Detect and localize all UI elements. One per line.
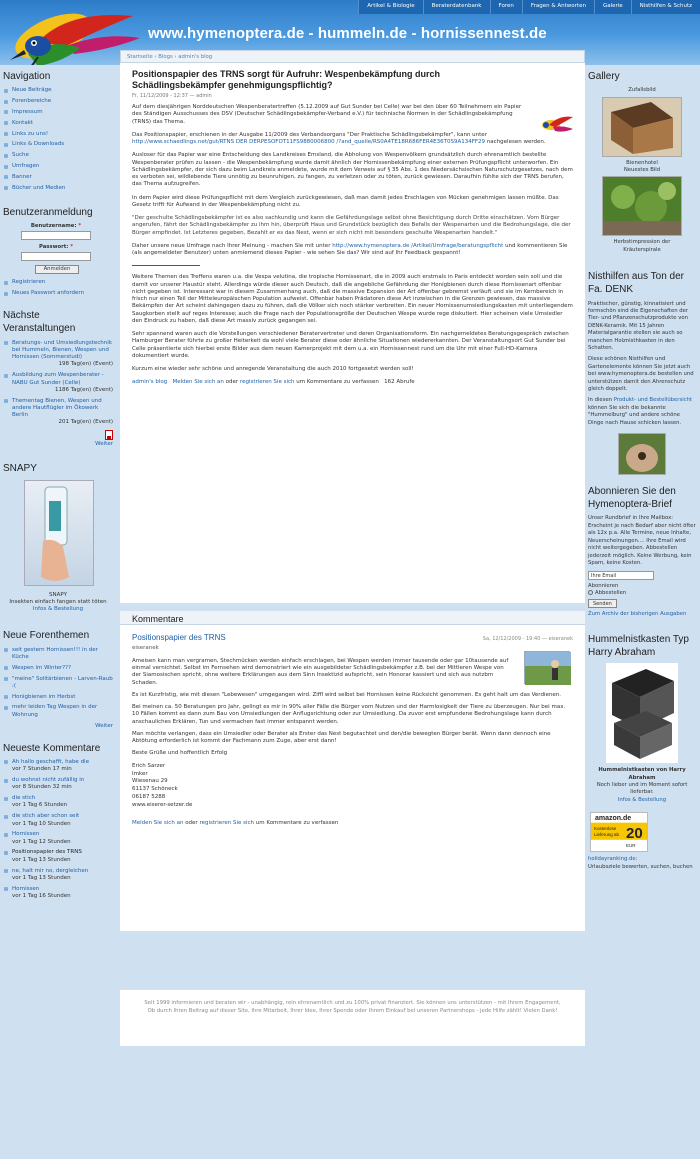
events-title: Nächste Veranstaltungen: [3, 310, 76, 335]
event-item[interactable]: Thementag Bienen, Wespen und andere Hautflügler im Ökowerk Berlin 201 Tag(en) (Event): [3, 398, 113, 427]
gallery-image-kraeuterspirale[interactable]: [602, 176, 682, 236]
snapy-desc: Insekten einfach fangen statt töten: [9, 598, 107, 605]
register-link[interactable]: Registrieren: [3, 279, 113, 286]
comment-item[interactable]: ne, halt mir no, dergleichen vor 1 Tag 13 Stunden: [3, 868, 113, 883]
post-quote: "Der geschulte Schädlingsbekämpfer ist es also sachkundig und kann die Gefährdungslage selbst ohne Besichtigung durch Dritte einschätzen. Vom Bürger angerufen, fährt der Schädlingsbekämpfer zu ihm hin, überprüft Haus und Grundstück bezüglich des Befalls der Wespenarten und die Bedrohungslage, die der Bürger empfindet. Ist Letzteres gegeben, Bezahlt er es das Nest, wenn er sich nicht mit besonders geschulte Wespenarten handelt.": [132, 215, 571, 236]
nisthilfen-title: Nisthilfen aus Ton der Fa. DENK: [588, 271, 684, 296]
snapy-order-link[interactable]: Infos & Bestellung: [32, 606, 84, 613]
comment-item[interactable]: die stich vor 1 Tag 6 Stunden: [3, 795, 113, 810]
topnav-nisthilfen[interactable]: Nisthilfen & Schutz: [631, 0, 700, 14]
post-body: [132, 104, 573, 373]
top-navigation: [358, 0, 700, 14]
unsubscribe-option[interactable]: Abbestellen: [588, 590, 696, 597]
amazon-badge[interactable]: amazon.de Kostenlose Lieferung ab 20 EUR: [590, 812, 648, 852]
main-content: [120, 50, 585, 1014]
newsletter-title: Abonnieren Sie den Hymenoptera-Brief: [588, 486, 676, 511]
snapy-title: SNAPY: [3, 463, 37, 475]
comment-author: eiseranek: [132, 644, 159, 651]
comment-login-link[interactable]: Melden Sie sich an: [132, 820, 184, 827]
gallery-caption[interactable]: Bienenhotel: [626, 159, 658, 166]
comment-date: Sa, 12/12/2009 - 19:40 — eiseranek: [482, 636, 573, 642]
bird-logo-icon: [539, 115, 573, 135]
holidayranking-text: Urlaubsziele bewerten, suchen, buchen: [588, 863, 693, 870]
nav-item[interactable]: Neue Beiträge: [3, 87, 113, 94]
comment-item[interactable]: Positionspapier des TRNS vor 1 Tag 13 Stunden: [3, 849, 113, 864]
post-footer: admin's blog Melden Sie sich an oder registrieren Sie sich um Kommentare zu verfassen 162 Abrufe: [132, 379, 415, 386]
post-paragraph: Auf dem diesjährigen Norddeutschen Wespenberatertreffen (5.12.2009 auf Gut Sunder bei Celle) war bei den über 60 Teilnehmern ein Papier des Ständigen Ausschusses des DSV (Deutscher Schädlingsbekämpfer-Verband e.V.) für technische Normen in der Schädlingsbekämpfung (TRNS) das Thema.: [132, 104, 522, 125]
password-input[interactable]: [21, 252, 91, 261]
topnav-foren[interactable]: Foren: [490, 0, 522, 14]
post-title[interactable]: Positionspapier des TRNS sorgt für Aufruhr: Wespenbekämpfung durch Schädlingsbekämpfer genehmigungspflichtig?: [132, 69, 441, 90]
forum-topic[interactable]: Wespen im Winter???: [3, 665, 113, 672]
gallery-title: Gallery: [588, 71, 620, 82]
comment: [120, 625, 585, 836]
hummelkasten-caption: Hummelnistkasten von Harry Abraham: [598, 767, 686, 781]
nav-item[interactable]: Kontakt: [3, 120, 113, 127]
forum-topic[interactable]: Honigbienen im Herbst: [3, 694, 113, 701]
latest-comments-list: [3, 759, 113, 900]
radio-icon[interactable]: [588, 590, 593, 595]
post-paragraph: Kurzum eine wieder sehr schöne und anregende Veranstaltung die auch 2010 fortgesetzt werden soll!: [132, 366, 414, 373]
hummelkasten-title: Hummelnistkasten Typ Harry Abraham: [588, 633, 689, 658]
nav-item[interactable]: Forenbereiche: [3, 98, 113, 105]
username-label: Benutzername: *: [30, 223, 82, 230]
blog-post: [120, 63, 585, 603]
nav-item[interactable]: Bücher und Medien: [3, 185, 113, 192]
topnav-galerie[interactable]: Galerie: [594, 0, 631, 14]
newsletter-submit-button[interactable]: Senden: [588, 599, 617, 608]
nisthilfen-image[interactable]: [618, 433, 666, 475]
holidayranking-link[interactable]: holidayranking.de:: [588, 856, 638, 863]
comment-item[interactable]: du wohnst nicht zufällig in vor 8 Stunden 32 min: [3, 777, 113, 792]
newsletter-text: Unser Rundbrief in Ihre Mailbox: Erscheint je nach Bedarf aber nicht öfter als 12x p.a. Alle Termine, neue Inhalte, Neuerscheinungen.... Ihre Email wird nicht weitergegeben. Abbestellen jederzeit möglich. Keine Werbung, kein Spam, keine Kosten.: [588, 515, 696, 566]
gallery-caption[interactable]: Herbstimpression der Kräuterspirale: [613, 239, 671, 253]
post-paragraph: Das Positionspapier, erschienen in der Ausgabe 11/2009 des Verbandsorgans "Der Praktische Schädlingsbekämpfer", kann unter http://www.schaedlings.net/gut/RTNS DER DERPESOFOT11FS9880006800 /?and_quelle/RS0A4TE18R686FER4E36T0S9A134FF29 nachgelesen werden.: [132, 131, 546, 146]
nav-item[interactable]: Suche: [3, 152, 113, 159]
username-input[interactable]: [21, 231, 91, 240]
comment-avatar: [524, 651, 570, 684]
comment-register-link[interactable]: registrieren Sie sich: [199, 820, 255, 827]
register-link[interactable]: registrieren Sie sich: [239, 379, 295, 386]
gallery-first-caption: Zufallsbild: [628, 87, 656, 94]
comments-section: [120, 611, 585, 931]
left-sidebar: [3, 70, 113, 904]
hummelkasten-order-link[interactable]: Infos & Bestellung: [617, 796, 667, 803]
comments-title: Kommentare: [120, 611, 585, 625]
post-paragraph: Sehr spannend waren auch die Vorstellungen verschiedener Beratervertreter und deren Organisationsform. Ein nachgemeldetes Beratungsgespräch zwischen Hamburger Berater führte zu großer Heiterkeit da wohl viele Berater diese oder ähnliche Situationen wiedererkannten. Der Veranstaltungsort Gut Sunder bei Celle präsentierte sich hierbei erste Bilder aus dem neuen Kamerprojekt mit dem u.a. ein Hornissennest rund um die Uhr mit einer Full-HD-Kamera dokumentiert wurde.: [132, 331, 569, 359]
newsletter-email-input[interactable]: Ihre Email: [588, 571, 654, 580]
right-sidebar: [588, 70, 700, 871]
latest-comments-title: Neueste Kommentare: [3, 742, 101, 754]
topnav-beraterdatenbank[interactable]: Beraterdatenbank: [423, 0, 490, 14]
comment-title[interactable]: Positionspapier des TRNS: [132, 633, 226, 642]
comment-signature: Erich Sarzer Imker Wiesenau 29 61137 Schöneck 06187 5288 www.eiserer-setzer.de: [132, 762, 193, 809]
events-list: [3, 340, 113, 427]
forum-title: Neue Forenthemen: [3, 630, 90, 642]
post-paragraph: Weitere Themen des Treffens waren u.a. die Vespa velutina, die tropische Hornissenart, die in 2009 auch erstmals in Paris entdeckt worden sein soll und die damit vor unserer Haustür steht. Allerdings würde dieser auch Deutsch, daß die angebliche Gefährdung der Honigbienen durch diese Hornissenart offenbar nicht gegeben ist. Interessant war in diesem Zusammenhang auch, daß die massive Expansion der Art offenbar gebremst verläuft und sie im Kernbereich in frisch nur einen Teil der Mitteleuropäischen Population aufweist. Offenbar haben Prädatoren diese Art inzwischen in die Grenzen gewiesen, das massive Bekämpfen der Art scheint dahingegen dazu zu führen, daß die Völker sich noch stärker verbreiten. Ein neuer Hornissenumsiedlungskasten mit unterliegendem Saugkorben stellt auf reges Interesse; auch die Frage nach der Populationsgröße der Deutschen Wespe wurde rege diskutiert. Hier scheinen viele Umsiedler den Eindruck zu haben, daß diese Art massiv zurück gegangen sei.: [132, 274, 573, 324]
navigation-title: Navigation: [3, 71, 51, 82]
comment-item[interactable]: Hornissen vor 1 Tag 12 Stunden: [3, 831, 113, 846]
login-link[interactable]: Melden Sie sich an: [172, 379, 224, 386]
nav-item[interactable]: Banner: [3, 174, 113, 181]
poll-link[interactable]: http://www.hymenoptera.de /Artikel/Umfrage/beratungspflicht: [332, 242, 504, 249]
post-paragraph: Ausloser für das Papier war eine Entscheidung des Landkreises Emsland, die Abholung von Wespenvölkern grundsätzlich durch ehrenamtlich bestellte Wespenberater prüfen zu lassen - die Wespenbekämpfung wurde damit ähnlich der Hornissenbekämpfung einer externen Prüfungspflicht unterworfen. Ein Schädlingsbekämpfer, der sich dazu beim Landkreis anmeldete, wurde mit dem Verweis auf § 35 Abs. 1 des Niedersächsischen Naturschutzgesetzes, nach dem es verboten sei, wildlebende Tiere unnötig zu beunruhigen, zu fangen, zu verletzen oder zu töten, zurück gewiesen. Daraufhin fühlte sich der TRNS berufen, das Thema aufzugreifen.: [132, 152, 573, 188]
new-password-link[interactable]: Neues Passwort anfordern: [3, 290, 113, 297]
forum-topic[interactable]: mehr leiden Tag Wespen in der Wohnung: [3, 704, 113, 719]
nav-item[interactable]: Umfragen: [3, 163, 113, 170]
forum-topic[interactable]: "meine" Solitärbienen - Larven-Raub :(: [3, 676, 113, 691]
topnav-artikel[interactable]: Artikel & Biologie: [358, 0, 422, 14]
login-button[interactable]: Anmelden: [35, 265, 79, 274]
divider: [132, 265, 200, 266]
blog-link[interactable]: admin's blog: [132, 379, 168, 386]
breadcrumb[interactable]: Startseite › Blogs › admin's blog: [120, 50, 585, 63]
nisthilfen-text: Praktischer, günstig, kinnatisiert und formschön sind die Eigenschaften der Tier- und Pflanzenschutzprodukte von DENK-Keramik. Mit 15 Jahren Materialgarantie stellen sie auch so manchen Holznisthkasten in den Schatten. Diese schönen Nisthilfen und Gartenelemente können Sie jetzt auch bei www.hymenoptera.de bestellen und unterstützen damit den Ahrenschutz gleich doppelt. In diesen Produkt- und Bestellübersicht können Sie sich die bekannte "Hummelburg" und andere schöne Dinge nach Hause schicken lassen.: [588, 300, 694, 426]
login-links: [3, 279, 113, 297]
navigation-menu: [3, 87, 113, 192]
post-meta: Fr, 11/12/2009 - 12:37 — admin: [132, 92, 212, 99]
read-count: 162 Abrufe: [384, 379, 415, 386]
hummelkasten-text: Noch lieber und im Moment sofort lieferbar.: [596, 781, 688, 796]
ical-icon[interactable]: [105, 430, 113, 440]
hummelkasten-image[interactable]: [606, 663, 678, 763]
event-item[interactable]: Beratungs- und Umsiedlungstechnik bei Hummeln, Bienen, Wespen und Hornissen (Sommerstudi) 198 Tag(en) (Event): [3, 340, 113, 369]
nav-item[interactable]: Links & Downloads: [3, 141, 113, 148]
comment-item[interactable]: Ah hallo geschafft, habe die vor 7 Stunden 17 min: [3, 759, 113, 774]
forum-topic[interactable]: seit gestern Hornissen!!! in der Küche: [3, 647, 113, 662]
events-more-link[interactable]: Weiter: [95, 441, 113, 448]
comment-body: Ameisen kann man vergramen, Stechmücken werden einfach erschlagen, bei Wespen werden immer tausende oder gar 10tausende auf einmal vernichtet. Selbst im Fernsehen wird demonstriert wie ein ausgebildeter Schädlingsbekämpfer z.B. bei der Mittleren Wespe von der Siamosischen spricht, ohne weitere Erklärungen aus dem Sinn Insektizid aufspricht, sein Honorar kassiert und sich aus nutzbrn Schaden. Es ist Kurzfristig, wie mit diesen "Lebewesen" umgegangen wird. Ziffl wird selbst bei Hornissen keine Rücksicht genommen. Es geht halt um das Verdienen. Bei meinen ca. 50 Beratungen pro Jahr, gelingt es mir in 90% aller Fälle die Bürger vom Nutzen und der Harmlosigkeit der Tiere zu überzeugen. Nur bei max. 10 Fällen kommt es dann zum Bau von Umsiedlungen der Anflugsrichtung oder zur Umsiedlung. Da zuvor erst empfundene Bedrohungslage kann durch anschauliches Erklären, Tun und vermachen fast immer entspannt werden. Man möchte verlangen, dass ein Umsiedler oder Berater als Erster das Nest begutachtet und den/die bewegten Bürger berät. Wenn dann dennoch eine Abtötung erforderlich ist kommt der Fachmann zum Zuge, aber erst dann! Beste Grüße und hoffentlich Erfolg Erich Sarzer Imker Wiesenau 29 61137 Schöneck 06187 5288 www.eiserer-setzer.de Melden Sie sich an oder registrieren Sie sich um Kommentare zu verfassen: [132, 658, 573, 828]
subscribe-option[interactable]: Abonnieren: [588, 582, 619, 589]
newsletter-archive-link[interactable]: Zum Archiv der bisherigen Ausgaben: [588, 611, 687, 618]
post-paragraph: In dem Papier wird diese Prüfungspflicht mit dem Vergleich zurückgewiesen, daß man damit jedes Erschlagen von Mücken genehmigen lassen müßte. Das Gesetz trifft für Aufwand in der Wespenbekämpfung nicht zu.: [132, 194, 559, 208]
snapy-caption: SNAPY: [49, 591, 67, 598]
post-source-link[interactable]: http://www.schaedlings.net/gut/RTNS DER DERPESOFOT11FS9880006800 /?and_quelle/RS0A4TE18R686FER4E36T0S9A134FF29: [132, 139, 486, 146]
post-paragraph: Daher unsere neue Umfrage nach Ihrer Meinung - machen Sie mit unter http://www.hymenoptera.de /Artikel/Umfrage/beratungspflicht und kommentieren Sie (als angemeldeter Benutzer) unten anmiemend dieses Papier - wie sehen Sie das? Wir sind auf Ihr Feedback gespannt!: [132, 242, 568, 257]
snapy-product-image[interactable]: [24, 480, 94, 586]
forum-more-link[interactable]: Weiter: [95, 722, 113, 729]
password-label: Passwort: *: [38, 244, 74, 251]
login-title: Benutzeranmeldung: [3, 207, 93, 219]
gallery-newest-label: Neuestes Bild: [623, 167, 661, 173]
event-item[interactable]: Ausbildung zum Wespenberater - NABU Gut Sunder (Celle) 1186 Tag(en) (Event): [3, 372, 113, 394]
nav-item[interactable]: Impressum: [3, 109, 113, 116]
footer-note: Seit 1999 informieren und beraten wir - unabhängig, rein ehrenamtlich und zu 100% privat finanziert. Sie können uns unterstützen - mit Ihrem Engagement, Ob durch Ihren Beitrag auf dieser Site, Ihre Mitarbeit, Ihrer Idee, Ihrer Spende oder Ihrem Einkauf bei unseren Partnershops - jede Hilfe zählt! Vielen Dank!: [120, 990, 585, 1046]
nav-item[interactable]: Links zu uns!: [3, 131, 113, 138]
product-overview-link[interactable]: Produkt- und Bestellübersicht: [613, 397, 693, 404]
gallery-image-bienenhotel[interactable]: [602, 97, 682, 157]
topnav-fragen[interactable]: Fragen & Antworten: [522, 0, 594, 14]
comment-item[interactable]: Hornissen vor 1 Tag 16 Stunden: [3, 886, 113, 901]
site-title[interactable]: www.hymenoptera.de - hummeln.de - hornissennest.de: [148, 25, 547, 42]
forum-list: [3, 647, 113, 719]
login-form: [3, 223, 113, 274]
comment-item[interactable]: die stich aber schon seit vor 1 Tag 10 Stunden: [3, 813, 113, 828]
